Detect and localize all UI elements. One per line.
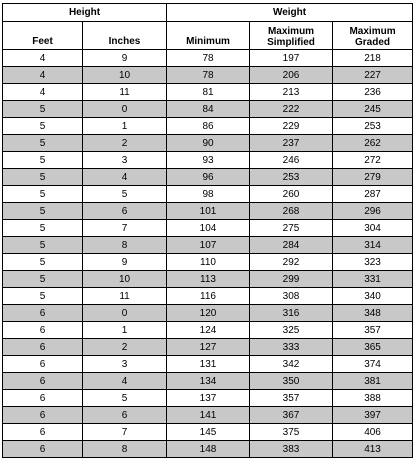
- max-graded-weight-cell: 340: [333, 288, 413, 305]
- max-graded-weight-cell: 374: [333, 356, 413, 373]
- max-simplified-weight-cell: 275: [250, 220, 333, 237]
- max-simplified-weight-cell: 375: [250, 424, 333, 441]
- feet-cell: 5: [3, 220, 83, 237]
- inches-cell: 0: [83, 101, 167, 118]
- minimum-weight-cell: 131: [167, 356, 250, 373]
- max-graded-weight-cell: 357: [333, 322, 413, 339]
- table-row: [3, 84, 413, 101]
- max-graded-weight-cell: 272: [333, 152, 413, 169]
- max-simplified-weight-cell: 253: [250, 169, 333, 186]
- table-header: [3, 4, 413, 50]
- max-graded-weight-cell: 262: [333, 135, 413, 152]
- max-graded-weight-cell: 236: [333, 84, 413, 101]
- inches-cell: 11: [83, 84, 167, 101]
- inches-cell: 3: [83, 152, 167, 169]
- feet-cell: 5: [3, 118, 83, 135]
- max-graded-column-header: [333, 22, 413, 50]
- inches-cell: 2: [83, 339, 167, 356]
- minimum-weight-cell: 107: [167, 237, 250, 254]
- inches-cell: 10: [83, 271, 167, 288]
- feet-cell: 5: [3, 101, 83, 118]
- inches-cell: 1: [83, 118, 167, 135]
- max-graded-weight-cell: 413: [333, 441, 413, 458]
- height-weight-table: [2, 3, 413, 458]
- max-simplified-weight-cell: 350: [250, 373, 333, 390]
- table-row: [3, 254, 413, 271]
- feet-cell: 6: [3, 356, 83, 373]
- feet-cell: 5: [3, 135, 83, 152]
- max-graded-weight-cell: 287: [333, 186, 413, 203]
- table-row: [3, 305, 413, 322]
- inches-cell: 6: [83, 203, 167, 220]
- feet-cell: 4: [3, 84, 83, 101]
- inches-cell: 11: [83, 288, 167, 305]
- feet-cell: 6: [3, 305, 83, 322]
- max-graded-weight-cell: 388: [333, 390, 413, 407]
- minimum-weight-cell: 104: [167, 220, 250, 237]
- max-simplified-weight-cell: 325: [250, 322, 333, 339]
- max-simplified-weight-cell: 292: [250, 254, 333, 271]
- max-simplified-column-header: [250, 22, 333, 50]
- max-simplified-weight-cell: 246: [250, 152, 333, 169]
- minimum-weight-cell: 84: [167, 101, 250, 118]
- inches-cell: 7: [83, 220, 167, 237]
- feet-cell: 4: [3, 50, 83, 67]
- max-graded-weight-cell: 314: [333, 237, 413, 254]
- table-row: [3, 441, 413, 458]
- max-simplified-weight-cell: 367: [250, 407, 333, 424]
- feet-cell: 6: [3, 390, 83, 407]
- inches-cell: 9: [83, 50, 167, 67]
- max-graded-header-line2: Graded: [355, 37, 391, 48]
- max-simplified-weight-cell: 229: [250, 118, 333, 135]
- table-row: [3, 271, 413, 288]
- minimum-weight-cell: 116: [167, 288, 250, 305]
- minimum-weight-cell: 101: [167, 203, 250, 220]
- max-simplified-weight-cell: 357: [250, 390, 333, 407]
- minimum-weight-cell: 137: [167, 390, 250, 407]
- inches-column-header: Inches: [83, 22, 167, 50]
- feet-cell: 5: [3, 186, 83, 203]
- inches-cell: 3: [83, 356, 167, 373]
- max-graded-weight-cell: 227: [333, 67, 413, 84]
- max-graded-weight-cell: 406: [333, 424, 413, 441]
- inches-cell: 7: [83, 424, 167, 441]
- max-simplified-weight-cell: 316: [250, 305, 333, 322]
- max-simplified-weight-cell: 206: [250, 67, 333, 84]
- height-weight-table-container: [2, 3, 412, 458]
- table-row: [3, 288, 413, 305]
- table-row: [3, 424, 413, 441]
- max-graded-weight-cell: 253: [333, 118, 413, 135]
- feet-cell: 4: [3, 67, 83, 84]
- table-row: [3, 101, 413, 118]
- inches-cell: 2: [83, 135, 167, 152]
- height-group-header: Height: [3, 4, 167, 22]
- feet-cell: 5: [3, 169, 83, 186]
- table-row: [3, 169, 413, 186]
- minimum-weight-cell: 90: [167, 135, 250, 152]
- table-row: [3, 373, 413, 390]
- minimum-weight-cell: 124: [167, 322, 250, 339]
- table-row: [3, 118, 413, 135]
- max-simplified-weight-cell: 197: [250, 50, 333, 67]
- inches-cell: 4: [83, 373, 167, 390]
- max-graded-header-line1: Maximum: [349, 26, 396, 37]
- inches-cell: 5: [83, 390, 167, 407]
- minimum-weight-cell: 113: [167, 271, 250, 288]
- minimum-weight-cell: 93: [167, 152, 250, 169]
- max-simplified-weight-cell: 260: [250, 186, 333, 203]
- max-graded-weight-cell: 397: [333, 407, 413, 424]
- max-simplified-weight-cell: 308: [250, 288, 333, 305]
- feet-cell: 6: [3, 339, 83, 356]
- max-graded-weight-cell: 331: [333, 271, 413, 288]
- max-graded-weight-cell: 245: [333, 101, 413, 118]
- feet-column-header: Feet: [3, 22, 83, 50]
- max-graded-weight-cell: 381: [333, 373, 413, 390]
- table-row: [3, 407, 413, 424]
- minimum-column-header: Minimum: [167, 22, 250, 50]
- feet-cell: 5: [3, 254, 83, 271]
- feet-cell: 6: [3, 407, 83, 424]
- max-graded-weight-cell: 296: [333, 203, 413, 220]
- minimum-weight-cell: 98: [167, 186, 250, 203]
- inches-cell: 4: [83, 169, 167, 186]
- table-row: [3, 152, 413, 169]
- table-row: [3, 50, 413, 67]
- table-row: [3, 203, 413, 220]
- minimum-weight-cell: 148: [167, 441, 250, 458]
- minimum-weight-cell: 78: [167, 50, 250, 67]
- max-simplified-weight-cell: 213: [250, 84, 333, 101]
- max-simplified-weight-cell: 268: [250, 203, 333, 220]
- table-row: [3, 135, 413, 152]
- max-graded-weight-cell: 348: [333, 305, 413, 322]
- max-graded-weight-cell: 279: [333, 169, 413, 186]
- max-simplified-header-line1: Maximum: [267, 26, 315, 37]
- feet-cell: 6: [3, 373, 83, 390]
- max-simplified-weight-cell: 222: [250, 101, 333, 118]
- feet-cell: 5: [3, 271, 83, 288]
- inches-cell: 10: [83, 67, 167, 84]
- max-simplified-weight-cell: 284: [250, 237, 333, 254]
- table-row: [3, 390, 413, 407]
- minimum-weight-cell: 145: [167, 424, 250, 441]
- table-body: [3, 50, 413, 458]
- feet-cell: 5: [3, 152, 83, 169]
- feet-cell: 6: [3, 441, 83, 458]
- max-graded-weight-cell: 323: [333, 254, 413, 271]
- table-row: [3, 322, 413, 339]
- max-simplified-weight-cell: 383: [250, 441, 333, 458]
- minimum-weight-cell: 96: [167, 169, 250, 186]
- minimum-weight-cell: 120: [167, 305, 250, 322]
- max-simplified-header-line2: Simplified: [267, 37, 315, 48]
- minimum-weight-cell: 141: [167, 407, 250, 424]
- weight-group-header: Weight: [167, 4, 413, 22]
- feet-cell: 6: [3, 424, 83, 441]
- max-graded-weight-cell: 304: [333, 220, 413, 237]
- max-graded-weight-cell: 365: [333, 339, 413, 356]
- table-row: [3, 67, 413, 84]
- group-header-row: [3, 4, 413, 22]
- minimum-weight-cell: 81: [167, 84, 250, 101]
- minimum-weight-cell: 134: [167, 373, 250, 390]
- inches-cell: 5: [83, 186, 167, 203]
- minimum-weight-cell: 78: [167, 67, 250, 84]
- minimum-weight-cell: 127: [167, 339, 250, 356]
- table-row: [3, 186, 413, 203]
- minimum-weight-cell: 86: [167, 118, 250, 135]
- table-row: [3, 220, 413, 237]
- inches-cell: 1: [83, 322, 167, 339]
- max-graded-weight-cell: 218: [333, 50, 413, 67]
- max-simplified-weight-cell: 237: [250, 135, 333, 152]
- max-simplified-weight-cell: 333: [250, 339, 333, 356]
- table-row: [3, 339, 413, 356]
- table-row: [3, 237, 413, 254]
- inches-cell: 8: [83, 237, 167, 254]
- inches-cell: 9: [83, 254, 167, 271]
- minimum-weight-cell: 110: [167, 254, 250, 271]
- max-simplified-weight-cell: 342: [250, 356, 333, 373]
- column-header-row: [3, 22, 413, 50]
- inches-cell: 0: [83, 305, 167, 322]
- table-row: [3, 356, 413, 373]
- feet-cell: 5: [3, 203, 83, 220]
- feet-cell: 6: [3, 322, 83, 339]
- inches-cell: 8: [83, 441, 167, 458]
- inches-cell: 6: [83, 407, 167, 424]
- feet-cell: 5: [3, 237, 83, 254]
- feet-cell: 5: [3, 288, 83, 305]
- max-simplified-weight-cell: 299: [250, 271, 333, 288]
